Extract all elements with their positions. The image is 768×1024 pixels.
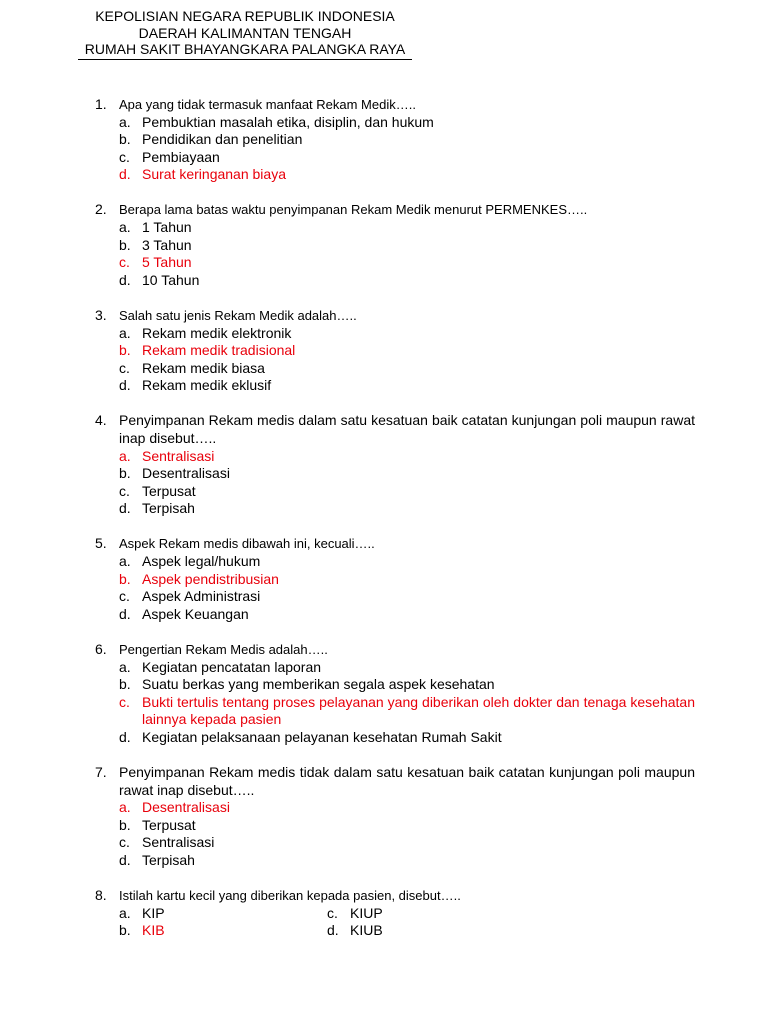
option-letter: d. xyxy=(119,851,131,868)
option-d-correct-answer xyxy=(95,166,695,184)
option-letter: a. xyxy=(119,553,131,570)
option-letter: d. xyxy=(119,377,131,394)
option-text: KIUP xyxy=(350,904,383,921)
option-text: Terpusat xyxy=(142,816,196,833)
option-letter: b. xyxy=(119,816,131,833)
option-letter: b. xyxy=(119,236,131,253)
option-text: Terpusat xyxy=(142,482,196,499)
option-b xyxy=(95,131,695,149)
header-line-1: KEPOLISIAN NEGARA REPUBLIK INDONESIA xyxy=(95,8,395,24)
option-text: Rekam medik eklusif xyxy=(142,377,272,394)
option-text: Rekam medik biasa xyxy=(142,359,265,376)
option-c xyxy=(95,834,695,852)
option-a xyxy=(95,219,695,237)
option-b-correct-answer: KIB xyxy=(142,922,165,939)
option-text: Rekam medik tradisional xyxy=(142,342,296,359)
question-text: Berapa lama batas waktu penyimpanan Rekam Medik menurut PERMENKES….. xyxy=(119,202,588,218)
header-underline xyxy=(78,59,412,60)
option-c xyxy=(327,905,535,923)
option-text: Pendidikan dan penelitian xyxy=(142,131,303,148)
question-number: 8. xyxy=(95,887,107,904)
question-3 xyxy=(95,307,695,395)
option-text: 10 Tahun xyxy=(142,271,200,288)
option-letter: d. xyxy=(119,605,131,622)
option-d xyxy=(95,606,695,624)
option-letter: b. xyxy=(119,342,131,359)
option-text: Aspek pendistribusian xyxy=(142,570,279,587)
document-header xyxy=(78,8,412,60)
option-letter: c. xyxy=(119,359,130,376)
option-text: KIP xyxy=(142,904,165,921)
option-b xyxy=(95,817,695,835)
option-letter: c. xyxy=(119,834,130,851)
question-1 xyxy=(95,96,695,184)
question-number: 6. xyxy=(95,640,107,657)
question-number: 3. xyxy=(95,306,107,323)
option-text: Bukti tertulis tentang proses pelayanan yang diberikan oleh dokter dan tenaga kesehatan lainnya kepada pasien xyxy=(142,693,695,728)
question-number: 4. xyxy=(95,412,107,429)
option-letter: b. xyxy=(119,131,131,148)
question-4 xyxy=(95,412,695,518)
option-text: 5 Tahun xyxy=(142,254,192,271)
option-letter: a. xyxy=(119,113,131,130)
option-column-right xyxy=(327,905,535,940)
option-letter: c. xyxy=(119,148,130,165)
option-letter: c. xyxy=(119,588,130,605)
option-b-correct-answer xyxy=(95,571,695,589)
option-b xyxy=(95,237,695,255)
option-text: Pembiayaan xyxy=(142,148,220,165)
option-d xyxy=(327,922,535,940)
option-c xyxy=(95,588,695,606)
option-text: Aspek Administrasi xyxy=(142,588,261,605)
option-c xyxy=(95,483,695,501)
header-line-3: RUMAH SAKIT BHAYANGKARA PALANGKA RAYA xyxy=(84,41,406,57)
option-letter: c. xyxy=(327,904,338,921)
option-a xyxy=(95,114,695,132)
question-text: Penyimpanan Rekam medis dalam satu kesatuan baik catatan kunjungan poli maupun rawat inap disebut….. xyxy=(119,412,695,446)
question-number: 5. xyxy=(95,535,107,552)
option-text: Desentralisasi xyxy=(142,465,230,482)
question-2 xyxy=(95,201,695,289)
question-text: Apa yang tidak termasuk manfaat Rekam Medik….. xyxy=(119,97,416,112)
question-6 xyxy=(95,641,695,747)
question-text: Salah satu jenis Rekam Medik adalah….. xyxy=(119,307,357,323)
option-letter: a. xyxy=(119,447,131,464)
option-letter: a. xyxy=(119,904,131,921)
option-a-correct-answer xyxy=(95,448,695,466)
option-letter: d. xyxy=(119,166,131,183)
option-letter: c. xyxy=(119,693,130,710)
option-grid xyxy=(95,905,695,940)
question-number: 2. xyxy=(95,201,107,218)
option-letter: b. xyxy=(119,570,131,587)
option-text: Desentralisasi xyxy=(142,799,230,816)
option-a xyxy=(119,905,327,923)
option-text: Terpisah xyxy=(142,500,195,517)
option-column-left xyxy=(119,905,327,940)
question-8 xyxy=(95,887,695,940)
option-a xyxy=(95,325,695,343)
option-c xyxy=(95,149,695,167)
option-text: Aspek Keuangan xyxy=(142,605,249,622)
option-letter: a. xyxy=(119,219,131,236)
option-letter: b. xyxy=(119,465,131,482)
option-a xyxy=(95,659,695,677)
option-text: Surat keringanan biaya xyxy=(142,166,286,183)
option-text: Pembuktian masalah etika, disiplin, dan hukum xyxy=(142,113,434,130)
option-text: 3 Tahun xyxy=(142,236,192,253)
option-c-correct-answer xyxy=(95,694,695,729)
option-letter: c. xyxy=(119,482,130,499)
option-a xyxy=(95,553,695,571)
question-number: 1. xyxy=(95,96,107,112)
header-line-2: DAERAH KALIMANTAN TENGAH xyxy=(138,24,352,41)
option-c-correct-answer xyxy=(95,254,695,272)
option-text: Terpisah xyxy=(142,851,195,868)
question-text: Pengertian Rekam Medis adalah….. xyxy=(119,641,328,657)
option-letter: c. xyxy=(119,254,130,271)
question-number: 7. xyxy=(95,764,107,780)
option-a-correct-answer xyxy=(95,799,695,817)
option-letter: a. xyxy=(119,324,131,341)
option-letter: d. xyxy=(327,922,339,939)
option-b-correct-answer xyxy=(95,342,695,360)
question-text: Penyimpanan Rekam medis tidak dalam satu kesatuan baik catatan kunjungan poli maupun rawat inap disebut….. xyxy=(119,764,695,798)
option-text: 1 Tahun xyxy=(142,219,192,236)
option-text: Kegiatan pencatatan laporan xyxy=(142,658,322,675)
option-d xyxy=(95,729,695,747)
option-d xyxy=(95,377,695,395)
option-letter: a. xyxy=(119,658,131,675)
question-list xyxy=(95,96,695,957)
option-c xyxy=(95,360,695,378)
option-d xyxy=(95,272,695,290)
option-b xyxy=(95,676,695,694)
option-b xyxy=(95,465,695,483)
option-letter: d. xyxy=(119,728,131,745)
question-text: Aspek Rekam medis dibawah ini, kecuali….. xyxy=(119,536,375,552)
option-d xyxy=(95,852,695,870)
question-text: Istilah kartu kecil yang diberikan kepada pasien, disebut….. xyxy=(119,888,461,904)
question-5 xyxy=(95,535,695,623)
option-letter: a. xyxy=(119,799,131,816)
option-letter: b. xyxy=(119,676,131,693)
question-7 xyxy=(95,764,695,870)
option-text: Sentralisasi xyxy=(142,834,215,851)
option-text: Sentralisasi xyxy=(142,447,215,464)
option-text: Aspek legal/hukum xyxy=(142,553,261,570)
option-d xyxy=(95,500,695,518)
option-text: KIUB xyxy=(350,922,383,939)
option-text: Kegiatan pelaksanaan pelayanan kesehatan Rumah Sakit xyxy=(142,728,502,745)
option-letter: d. xyxy=(119,271,131,288)
option-text: Rekam medik elektronik xyxy=(142,324,292,341)
option-letter: b. xyxy=(119,922,131,939)
option-letter: d. xyxy=(119,500,131,517)
option-text: Suatu berkas yang memberikan segala aspek kesehatan xyxy=(142,676,495,693)
